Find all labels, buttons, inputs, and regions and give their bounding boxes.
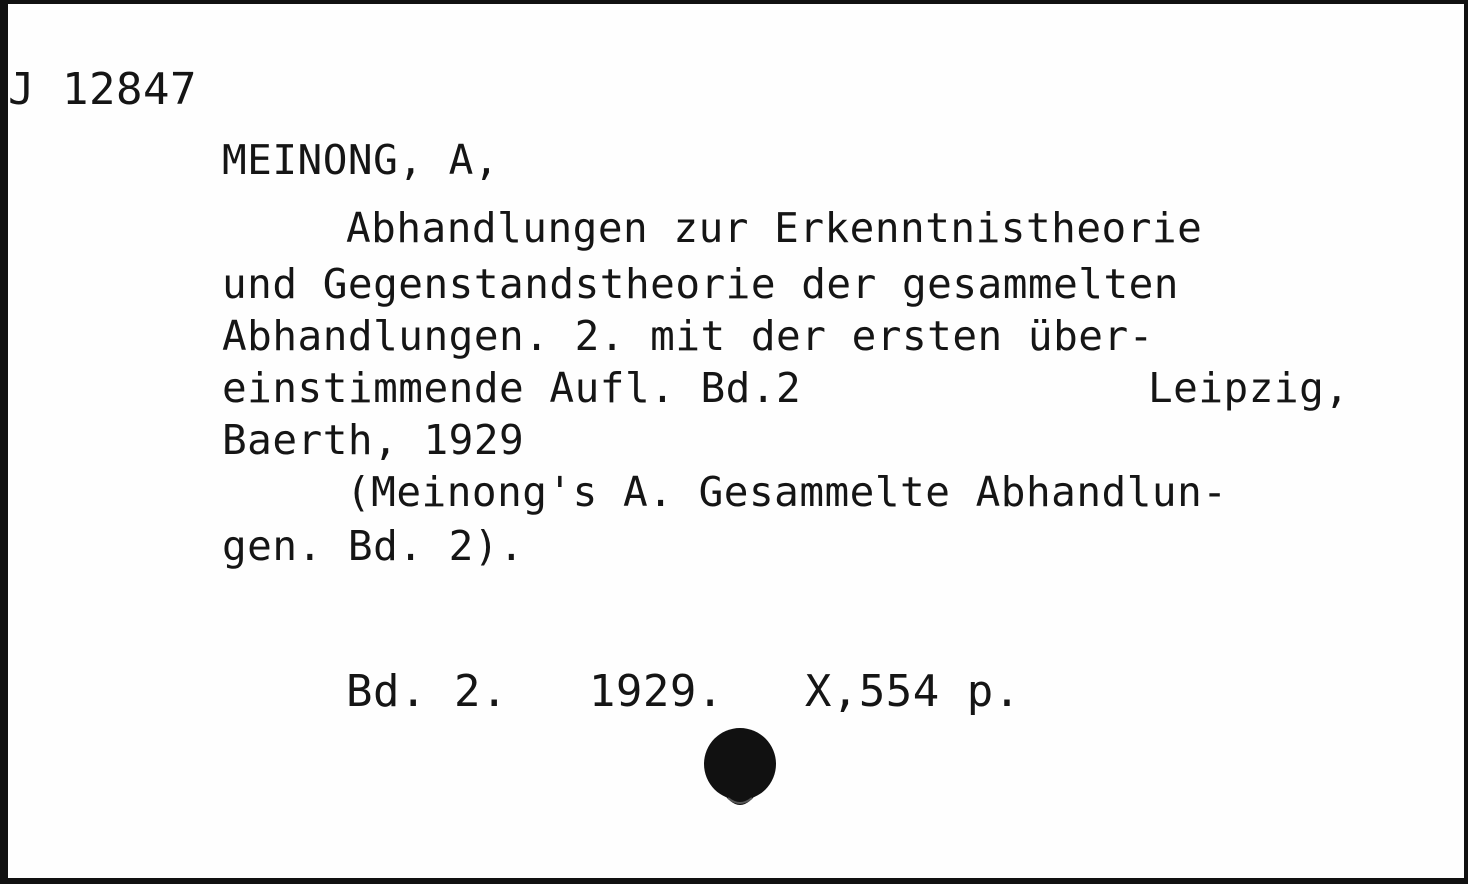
title-line-3: Abhandlungen. 2. mit der ersten über- bbox=[222, 312, 1154, 360]
series-line-1: (Meinong's A. Gesammelte Abhandlun- bbox=[346, 468, 1228, 516]
punch-hole-icon bbox=[702, 726, 778, 816]
call-number: J 12847 bbox=[8, 64, 197, 115]
title-line-4: einstimmende Aufl. Bd.2 bbox=[222, 364, 802, 412]
series-line-2: gen. Bd. 2). bbox=[222, 522, 525, 570]
volume-note: Bd. 2. 1929. X,554 p. bbox=[346, 666, 1021, 717]
title-line-2: und Gegenstandstheorie der gesammelten bbox=[222, 260, 1179, 308]
publication-place: Leipzig, bbox=[1148, 364, 1350, 412]
title-line-1: Abhandlungen zur Erkenntnistheorie bbox=[346, 204, 1203, 252]
publisher-line: Baerth, 1929 bbox=[222, 416, 525, 464]
author-heading: MEINONG, A, bbox=[222, 136, 500, 184]
